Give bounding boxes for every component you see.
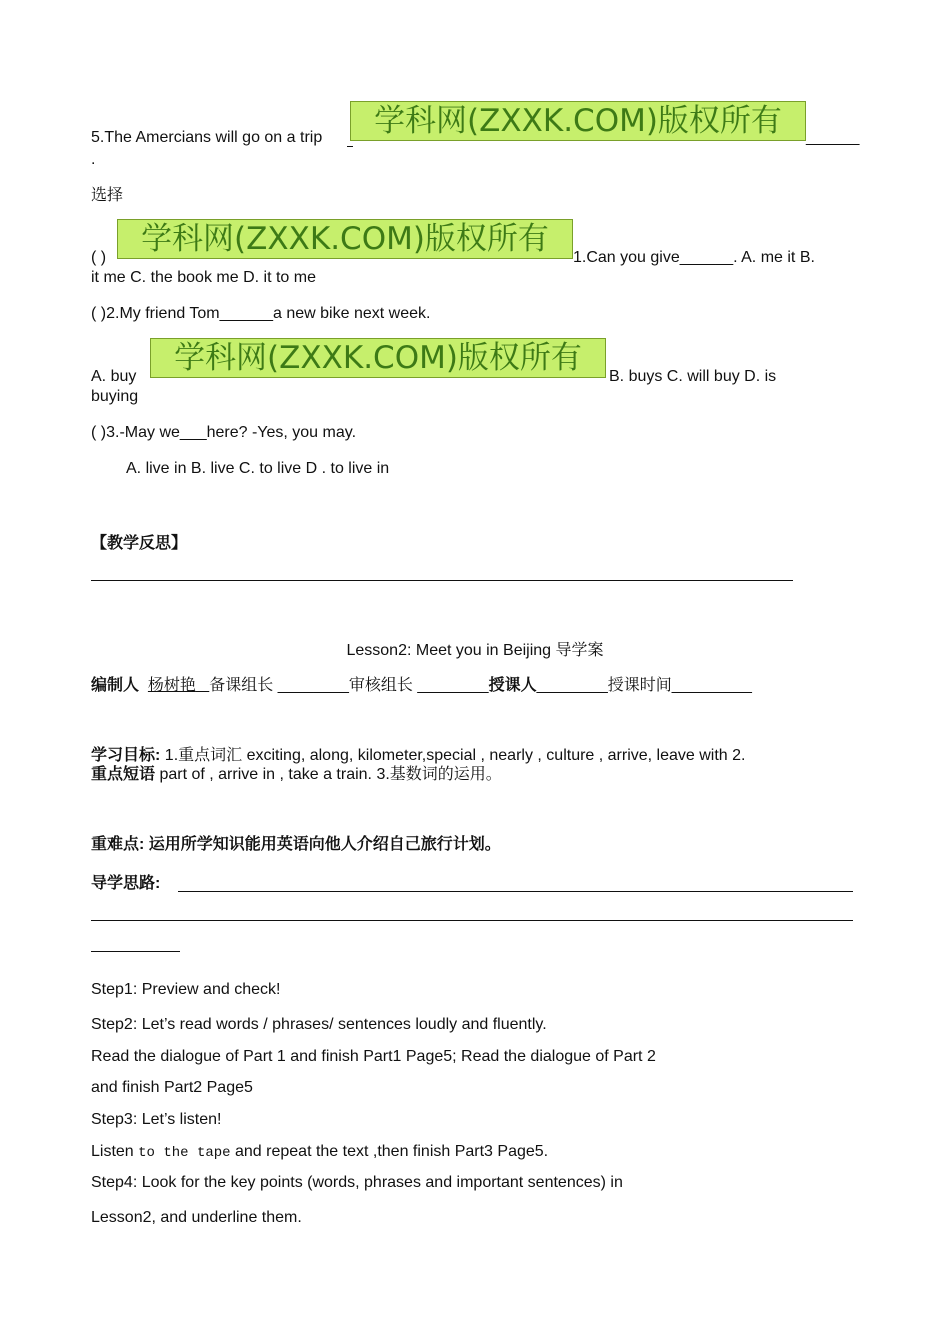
group-leader-label: 备课组长: [209, 677, 274, 694]
answer-blank: [347, 146, 353, 147]
step-2-detail-cont: and finish Part2 Page5: [91, 1079, 253, 1096]
question-3-options: A. live in B. live C. to live D . to live in: [126, 460, 390, 477]
step-3-detail: Listen to the tape and repeat the text ,then finish Part3 Page5.: [91, 1143, 549, 1161]
difficulty-label: 重难点:: [91, 836, 145, 853]
difficulty-text: 运用所学知识能用英语向他人介绍自己旅行计划。: [148, 836, 501, 853]
editor-label: 编制人: [91, 677, 140, 694]
reviewer-label: 审核组长: [348, 677, 413, 694]
question-1-prefix: ( ): [91, 249, 107, 266]
editor-name: 杨树艳: [147, 677, 196, 694]
learning-goals-cont: [91, 765, 502, 785]
question-5: 5.The Amercians will go on a trip: [91, 129, 323, 146]
guide-label: 导学思路:: [91, 875, 161, 892]
goals-line-2: part of , arrive in , take a train. 3.基数词的运用。: [155, 766, 502, 783]
question-3: ( )3.-May we___here? -Yes, you may.: [91, 424, 357, 441]
watermark-banner: 学科网(ZXXK.COM)版权所有: [117, 219, 573, 259]
teacher-label: 授课人: [488, 677, 537, 694]
question-1-options: it me C. the book me D. it to me: [91, 269, 316, 286]
step-3: Step3: Let’s listen!: [91, 1111, 222, 1128]
question-1: 1.Can you give______. A. me it B.: [573, 249, 815, 266]
question-2-options-cont: buying: [91, 388, 139, 405]
section-choice: 选择: [91, 187, 124, 204]
question-2: ( )2.My friend Tom______a new bike next week.: [91, 305, 431, 322]
teacher-blank: ________: [536, 677, 608, 694]
step-2: Step2: Let’s read words / phrases/ sentences loudly and fluently.: [91, 1016, 547, 1033]
guide-line-3: [91, 951, 180, 952]
reflection-label: 【教学反思】: [91, 535, 188, 552]
difficulty: [91, 835, 501, 855]
group-leader-blank: ________: [277, 677, 349, 694]
answer-blank-tail: ______: [806, 129, 860, 146]
guide-line-2: [91, 920, 853, 921]
question-2-options: B. buys C. will buy D. is: [609, 368, 777, 385]
question-2-option-a: A. buy: [91, 368, 137, 385]
lesson-title: Lesson2: Meet you in Beijing 导学案: [346, 642, 604, 659]
step-2-detail: Read the dialogue of Part 1 and finish Part1 Page5; Read the dialogue of Part 2: [91, 1048, 656, 1065]
reviewer-blank: ________: [417, 677, 489, 694]
watermark-banner: 学科网(ZXXK.COM)版权所有: [150, 338, 606, 378]
guide-line-1: [178, 891, 853, 892]
step-4: Step4: Look for the key points (words, phrases and important sentences) in: [91, 1174, 623, 1191]
time-blank: _________: [671, 677, 752, 694]
step-4-cont: Lesson2, and underline them.: [91, 1209, 302, 1226]
learning-goals: [91, 746, 746, 766]
staff-line: [91, 676, 752, 696]
goals-label: 学习目标:: [91, 747, 161, 764]
reflection-line: [91, 580, 793, 581]
key-phrases-label: 重点短语: [91, 766, 156, 783]
time-label: 授课时间: [607, 677, 672, 694]
watermark-banner: 学科网(ZXXK.COM)版权所有: [350, 101, 806, 141]
goals-line-1: 1.重点词汇 exciting, along, kilometer,special , nearly , culture , arrive, leave with 2.: [164, 747, 746, 764]
step-1: Step1: Preview and check!: [91, 981, 281, 998]
period: .: [91, 151, 96, 168]
